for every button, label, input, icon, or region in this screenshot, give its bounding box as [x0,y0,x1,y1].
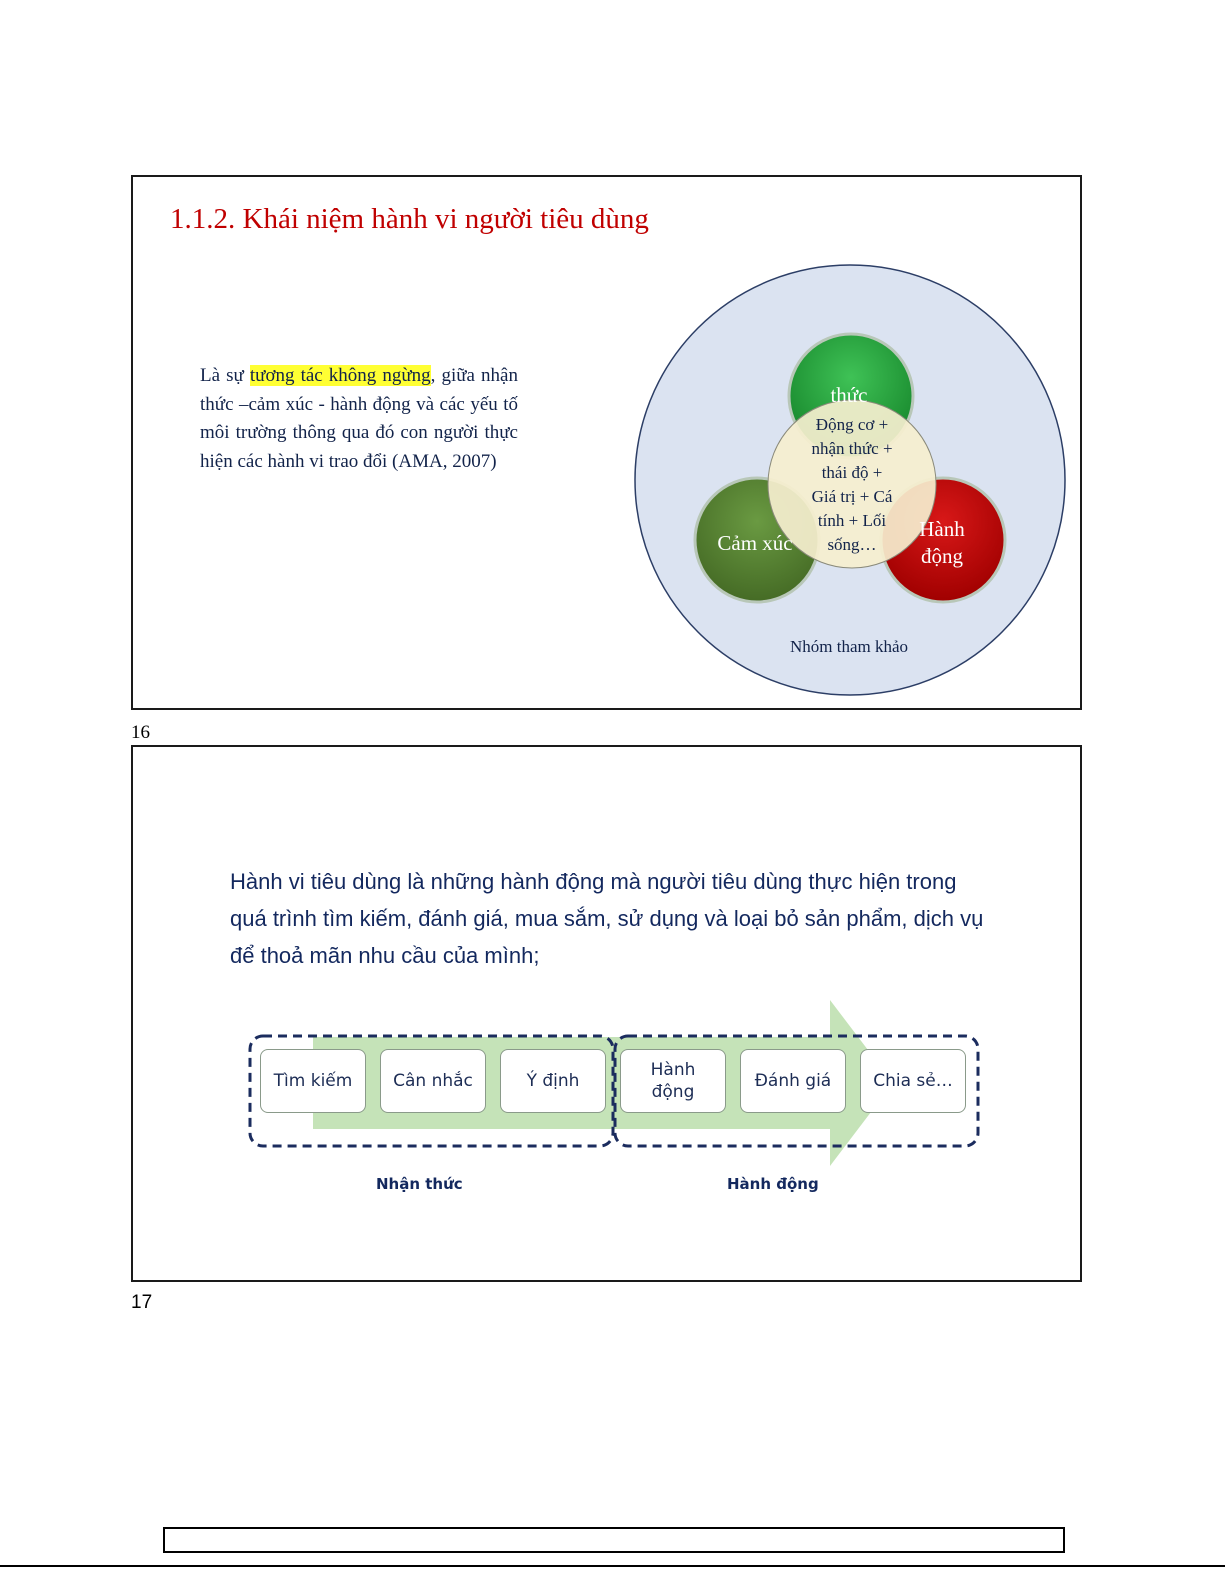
step-action: Hành động [620,1049,726,1113]
step-search: Tìm kiếm [260,1049,366,1113]
group-label-action: Hành động [727,1175,819,1193]
step-consider: Cân nhắc [380,1049,486,1113]
page-number-17: 17 [131,1292,153,1313]
center-line-1: Động cơ + [815,415,889,434]
slide-title: 1.1.2. Khái niệm hành vi người tiêu dùng [170,203,649,235]
page-number-16: 16 [131,722,150,743]
group-label-cognition: Nhận thức [376,1175,463,1193]
center-line-3: thái độ + [821,463,883,482]
cognition-label: thức [830,383,868,407]
paragraph-rest: , giữa nhận thức –cảm xúc - hành động và các yếu tố môi trường thông qua đó con người thực hiện các hành vi trao đổi (AMA, 2007) [200,365,518,472]
consumer-behavior-diagram [133,177,1080,708]
action-label-line2: động [921,544,963,568]
center-line-6: sống… [827,535,877,554]
center-line-4: Giá trị + Cá [811,487,893,506]
highlighted-phrase: tương tác không ngừng [249,365,431,386]
action-label-line1: Hành [919,517,965,541]
slide-17 [131,745,1082,1282]
slide-16 [131,175,1082,710]
paragraph-start: Là sự [200,365,250,386]
emotion-label: Cảm xúc [717,531,793,555]
reference-group-label: Nhóm tham khảo [789,637,909,656]
step-evaluate: Đánh giá [740,1049,846,1113]
process-diagram [133,747,1080,1280]
step-intention: Ý định [500,1049,606,1113]
center-line-2: nhận thức + [811,439,893,458]
step-share: Chia sẻ… [860,1049,966,1113]
bottom-rule [0,1565,1225,1567]
center-line-5: tính + Lối [817,511,887,530]
behavior-definition: Hành vi tiêu dùng là những hành động mà người tiêu dùng thực hiện trong quá trình tìm kiếm, đánh giá, mua sắm, sử dụng và loại bỏ sản phẩm, dịch vụ để thoả mãn nhu cầu của mình; [230,869,984,968]
footer-box [163,1527,1065,1553]
